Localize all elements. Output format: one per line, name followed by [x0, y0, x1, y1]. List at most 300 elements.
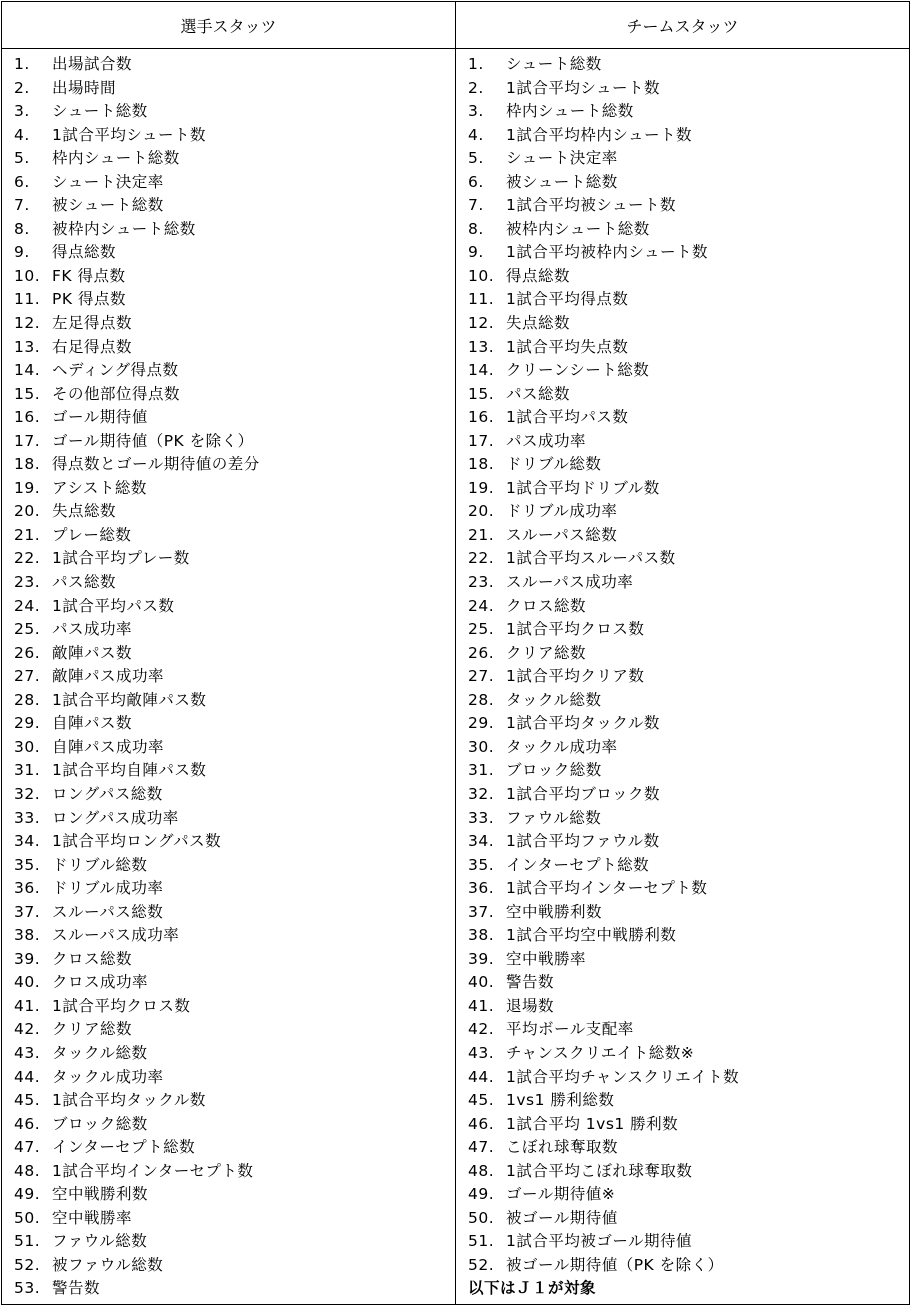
- item-label: 得点数とゴール期待値の差分: [52, 455, 260, 474]
- item-label: 被シュート総数: [52, 196, 164, 215]
- item-label: アシスト総数: [52, 478, 147, 497]
- team-stat-item: [456, 759, 909, 783]
- item-number: 50.: [468, 1208, 495, 1227]
- player-stat-item: [2, 830, 455, 854]
- player-stat-item: [2, 406, 455, 430]
- team-stat-item: [456, 736, 909, 760]
- item-number: 5.: [14, 149, 30, 168]
- item-number: 33.: [468, 808, 495, 827]
- item-number: 44.: [468, 1067, 495, 1086]
- item-label: 1試合平均パス数: [52, 596, 175, 615]
- team-stat-item: [456, 336, 909, 360]
- item-label: PK 得点数: [52, 290, 126, 309]
- item-label: ファウル総数: [506, 808, 602, 827]
- item-label: 1試合平均被枠内シュート数: [506, 243, 709, 262]
- item-label: 左足得点数: [52, 314, 133, 333]
- item-label: 退場数: [506, 996, 555, 1015]
- player-stat-item: [2, 477, 455, 501]
- item-label: 1試合平均空中戦勝利数: [506, 926, 677, 945]
- item-number: 10.: [14, 266, 41, 285]
- item-number: 10.: [468, 266, 495, 285]
- item-label: スルーパス成功率: [506, 573, 634, 592]
- item-label: 1試合平均自陣パス数: [52, 761, 207, 780]
- item-label: ドリブル総数: [506, 455, 602, 474]
- item-label: 被枠内シュート総数: [506, 219, 650, 238]
- team-stat-item: [456, 477, 909, 501]
- item-number: 27.: [14, 667, 41, 686]
- player-stat-item: [2, 877, 455, 901]
- item-number: 32.: [468, 784, 495, 803]
- item-label: 1試合平均 1vs1 勝利数: [506, 1114, 679, 1133]
- player-stat-item: [2, 1277, 455, 1301]
- team-stat-item: [456, 595, 909, 619]
- item-number: 36.: [14, 879, 41, 898]
- team-footnote: 以下はＪ１が対象: [468, 1279, 597, 1298]
- item-number: 38.: [468, 926, 495, 945]
- item-number: 52.: [14, 1255, 41, 1274]
- item-number: 25.: [468, 620, 495, 639]
- team-stat-item: [456, 265, 909, 289]
- item-number: 40.: [14, 973, 41, 992]
- item-number: 39.: [14, 949, 41, 968]
- item-label: ドリブル成功率: [52, 879, 164, 898]
- player-stat-item: [2, 53, 455, 77]
- item-number: 17.: [14, 431, 41, 450]
- item-number: 30.: [14, 737, 41, 756]
- item-number: 28.: [468, 690, 495, 709]
- item-label: こぼれ球奪取数: [506, 1138, 619, 1157]
- item-label: 1試合平均ドリブル数: [506, 478, 660, 497]
- item-label: ドリブル総数: [52, 855, 148, 874]
- item-number: 42.: [14, 1020, 41, 1039]
- item-label: 空中戦勝利数: [52, 1185, 149, 1204]
- team-stat-item: [456, 406, 909, 430]
- team-stat-item: [456, 312, 909, 336]
- player-stat-item: [2, 595, 455, 619]
- player-stat-item: [2, 500, 455, 524]
- item-number: 17.: [468, 431, 495, 450]
- item-label: パス成功率: [52, 620, 133, 639]
- item-label: その他部位得点数: [52, 384, 181, 403]
- item-number: 46.: [468, 1114, 495, 1133]
- item-number: 45.: [468, 1091, 495, 1110]
- item-number: 33.: [14, 808, 41, 827]
- item-label: ロングパス成功率: [52, 808, 179, 827]
- item-number: 5.: [468, 149, 484, 168]
- player-stat-item: [2, 618, 455, 642]
- item-label: ブロック総数: [506, 761, 602, 780]
- item-label: 1試合平均枠内シュート数: [506, 125, 693, 144]
- player-stat-item: [2, 524, 455, 548]
- item-number: 46.: [14, 1114, 41, 1133]
- item-label: パス総数: [52, 573, 117, 592]
- player-stat-item: [2, 383, 455, 407]
- item-label: ファウル総数: [52, 1232, 148, 1251]
- item-number: 21.: [14, 525, 41, 544]
- item-label: クリア総数: [52, 1020, 133, 1039]
- item-number: 53.: [14, 1279, 41, 1298]
- item-label: 空中戦勝率: [506, 949, 587, 968]
- item-label: スルーパス総数: [52, 902, 164, 921]
- item-number: 8.: [468, 219, 484, 238]
- item-label: 警告数: [52, 1279, 101, 1298]
- item-label: クロス総数: [506, 596, 587, 615]
- item-label: 被ゴール期待値: [506, 1208, 618, 1227]
- item-number: 39.: [468, 949, 495, 968]
- team-stat-item: [456, 854, 909, 878]
- item-label: 1試合平均シュート数: [52, 125, 207, 144]
- player-stat-item: [2, 665, 455, 689]
- player-stat-item: [2, 1113, 455, 1137]
- item-label: 敵陣パス数: [52, 643, 133, 662]
- item-number: 4.: [14, 125, 30, 144]
- item-number: 51.: [468, 1232, 495, 1251]
- team-stat-item: [456, 877, 909, 901]
- player-stats-list: [2, 49, 455, 1301]
- item-number: 7.: [468, 196, 484, 215]
- item-label: 自陣パス数: [52, 714, 133, 733]
- item-label: 1試合平均ロングパス数: [52, 832, 222, 851]
- team-stats-header: チームスタッツ: [456, 2, 910, 49]
- item-label: 得点総数: [506, 266, 571, 285]
- team-stat-item: [456, 995, 909, 1019]
- player-stat-item: [2, 1254, 455, 1278]
- item-label: 1試合平均タックル数: [506, 714, 660, 733]
- player-stats-column: [2, 49, 456, 1305]
- item-number: 41.: [14, 996, 41, 1015]
- body-row: [2, 49, 910, 1305]
- player-stat-item: [2, 1136, 455, 1160]
- player-stat-item: [2, 218, 455, 242]
- team-stat-item: [456, 1160, 909, 1184]
- item-label: クロス成功率: [52, 973, 149, 992]
- team-stat-item: [456, 100, 909, 124]
- item-label: クリーンシート総数: [506, 361, 650, 380]
- item-number: 38.: [14, 926, 41, 945]
- item-number: 47.: [14, 1138, 41, 1157]
- item-label: クロス総数: [52, 949, 133, 968]
- item-label: 被枠内シュート総数: [52, 219, 196, 238]
- item-number: 44.: [14, 1067, 41, 1086]
- item-label: 平均ボール支配率: [506, 1020, 634, 1039]
- item-label: タックル成功率: [52, 1067, 164, 1086]
- player-stat-item: [2, 854, 455, 878]
- item-number: 11.: [14, 290, 41, 309]
- item-label: ゴール期待値※: [506, 1185, 616, 1204]
- item-number: 50.: [14, 1208, 41, 1227]
- team-stat-item: [456, 689, 909, 713]
- item-number: 3.: [468, 102, 484, 121]
- player-stat-item: [2, 642, 455, 666]
- item-number: 14.: [468, 361, 495, 380]
- item-number: 18.: [14, 455, 41, 474]
- item-label: 失点総数: [506, 314, 571, 333]
- item-label: 1試合平均シュート数: [506, 78, 661, 97]
- item-label: 敵陣パス成功率: [52, 667, 165, 686]
- team-stat-item: [456, 453, 909, 477]
- team-stat-item: [456, 524, 909, 548]
- team-stat-item: [456, 1113, 909, 1137]
- team-stat-item: [456, 1136, 909, 1160]
- item-number: 35.: [468, 855, 495, 874]
- item-number: 32.: [14, 784, 41, 803]
- item-number: 13.: [468, 337, 495, 356]
- item-number: 4.: [468, 125, 484, 144]
- item-number: 8.: [14, 219, 30, 238]
- item-label: 1vs1 勝利総数: [506, 1091, 615, 1110]
- player-stat-item: [2, 194, 455, 218]
- item-label: スルーパス成功率: [52, 926, 180, 945]
- player-stat-item: [2, 430, 455, 454]
- item-label: インターセプト総数: [52, 1138, 196, 1157]
- item-label: 1試合平均得点数: [506, 290, 629, 309]
- item-label: スルーパス総数: [506, 525, 618, 544]
- item-label: チャンスクリエイト総数※: [506, 1043, 695, 1062]
- player-stat-item: [2, 336, 455, 360]
- item-number: 28.: [14, 690, 41, 709]
- item-label: 1試合平均インターセプト数: [52, 1161, 254, 1180]
- item-number: 6.: [14, 172, 30, 191]
- item-number: 49.: [468, 1185, 495, 1204]
- item-number: 1.: [14, 55, 30, 73]
- item-label: 1試合平均失点数: [506, 337, 629, 356]
- player-stat-item: [2, 924, 455, 948]
- item-number: 43.: [468, 1043, 495, 1062]
- item-number: 2.: [14, 78, 30, 97]
- item-number: 19.: [468, 478, 495, 497]
- item-number: 41.: [468, 996, 495, 1015]
- team-stat-item: [456, 948, 909, 972]
- team-stat-item: [456, 147, 909, 171]
- item-number: 14.: [14, 361, 41, 380]
- player-stat-item: [2, 736, 455, 760]
- player-stat-item: [2, 77, 455, 101]
- item-label: 出場時間: [52, 78, 117, 97]
- player-stat-item: [2, 1066, 455, 1090]
- item-number: 16.: [468, 408, 495, 427]
- item-label: 1試合平均タックル数: [52, 1091, 206, 1110]
- item-label: 空中戦勝利数: [506, 902, 603, 921]
- player-stat-item: [2, 1183, 455, 1207]
- team-stat-item: [456, 1018, 909, 1042]
- team-stat-item: [456, 1066, 909, 1090]
- item-number: 48.: [468, 1161, 495, 1180]
- player-stat-item: [2, 312, 455, 336]
- team-stat-item: [456, 618, 909, 642]
- item-label: FK 得点数: [52, 266, 126, 285]
- item-number: 43.: [14, 1043, 41, 1062]
- team-stat-item: [456, 194, 909, 218]
- team-stat-item: [456, 571, 909, 595]
- item-number: 31.: [14, 761, 41, 780]
- item-number: 31.: [468, 761, 495, 780]
- item-number: 18.: [468, 455, 495, 474]
- item-label: 警告数: [506, 973, 555, 992]
- item-label: 1試合平均こぼれ球奪取数: [506, 1161, 693, 1180]
- team-stat-item: [456, 971, 909, 995]
- header-row: [2, 2, 910, 49]
- item-label: 出場試合数: [52, 55, 133, 73]
- player-stat-item: [2, 783, 455, 807]
- item-label: ゴール期待値: [52, 408, 148, 427]
- item-number: 9.: [468, 243, 484, 262]
- player-stat-item: [2, 359, 455, 383]
- item-number: 15.: [468, 384, 495, 403]
- player-stat-item: [2, 1018, 455, 1042]
- item-number: 23.: [14, 573, 41, 592]
- team-stat-item: [456, 1230, 909, 1254]
- item-label: 枠内シュート総数: [52, 149, 180, 168]
- item-label: 被ファウル総数: [52, 1255, 164, 1274]
- item-number: 51.: [14, 1232, 41, 1251]
- stats-table: [1, 1, 910, 1305]
- player-stat-item: [2, 759, 455, 783]
- item-number: 47.: [468, 1138, 495, 1157]
- player-stat-item: [2, 1160, 455, 1184]
- player-stat-item: [2, 807, 455, 831]
- item-number: 7.: [14, 196, 30, 215]
- item-number: 13.: [14, 337, 41, 356]
- item-label: 得点総数: [52, 243, 117, 262]
- team-stat-item: [456, 1042, 909, 1066]
- item-label: 枠内シュート総数: [506, 102, 634, 121]
- item-number: 30.: [468, 737, 495, 756]
- item-number: 22.: [468, 549, 495, 568]
- team-stats-column: [456, 49, 910, 1305]
- item-label: 右足得点数: [52, 337, 133, 356]
- item-label: タックル成功率: [506, 737, 618, 756]
- team-stat-item: [456, 288, 909, 312]
- item-number: 24.: [468, 596, 495, 615]
- item-number: 49.: [14, 1185, 41, 1204]
- item-label: 1試合平均クロス数: [506, 620, 645, 639]
- item-label: インターセプト総数: [506, 855, 650, 874]
- item-number: 15.: [14, 384, 41, 403]
- team-stat-item: [456, 807, 909, 831]
- player-stat-item: [2, 1207, 455, 1231]
- team-stat-item: [456, 901, 909, 925]
- player-stat-item: [2, 547, 455, 571]
- team-stat-item: [456, 1089, 909, 1113]
- player-stat-item: [2, 124, 455, 148]
- item-label: ロングパス総数: [52, 784, 163, 803]
- player-stat-item: [2, 1230, 455, 1254]
- item-label: シュート決定率: [506, 149, 618, 168]
- item-label: 自陣パス成功率: [52, 737, 165, 756]
- item-label: 1試合平均インターセプト数: [506, 879, 708, 898]
- team-stat-item: [456, 830, 909, 854]
- player-stat-item: [2, 689, 455, 713]
- player-stat-item: [2, 948, 455, 972]
- item-number: 12.: [14, 314, 41, 333]
- item-number: 6.: [468, 172, 484, 191]
- item-label: シュート総数: [52, 102, 148, 121]
- player-stat-item: [2, 712, 455, 736]
- item-label: 被ゴール期待値（PK を除く）: [506, 1255, 724, 1274]
- item-number: 26.: [14, 643, 41, 662]
- item-label: タックル総数: [52, 1043, 148, 1062]
- team-stat-item: [456, 1183, 909, 1207]
- team-stat-item: [456, 241, 909, 265]
- item-number: 24.: [14, 596, 41, 615]
- player-stat-item: [2, 1089, 455, 1113]
- item-label: 1試合平均ブロック数: [506, 784, 661, 803]
- item-number: 29.: [14, 714, 41, 733]
- team-stats-list: [456, 49, 909, 1301]
- item-number: 27.: [468, 667, 495, 686]
- player-stat-item: [2, 995, 455, 1019]
- item-number: 22.: [14, 549, 41, 568]
- team-stat-item: [456, 430, 909, 454]
- player-stat-item: [2, 1042, 455, 1066]
- item-number: 9.: [14, 243, 30, 262]
- item-label: 1試合平均被シュート数: [506, 196, 677, 215]
- player-stat-item: [2, 453, 455, 477]
- item-label: ドリブル成功率: [506, 502, 618, 521]
- item-label: 1試合平均ファウル数: [506, 832, 660, 851]
- team-stat-item: [456, 712, 909, 736]
- item-label: シュート決定率: [52, 172, 164, 191]
- team-stat-item: [456, 171, 909, 195]
- item-label: ゴール期待値（PK を除く）: [52, 431, 254, 450]
- item-number: 48.: [14, 1161, 41, 1180]
- item-number: 52.: [468, 1255, 495, 1274]
- player-stats-header: 選手スタッツ: [2, 2, 456, 49]
- item-number: 3.: [14, 102, 30, 121]
- player-stat-item: [2, 171, 455, 195]
- item-label: ヘディング得点数: [52, 361, 179, 380]
- player-stat-item: [2, 288, 455, 312]
- item-number: 25.: [14, 620, 41, 639]
- item-label: 1試合平均パス数: [506, 408, 629, 427]
- item-label: 1試合平均プレー数: [52, 549, 190, 568]
- item-label: ブロック総数: [52, 1114, 148, 1133]
- item-label: タックル総数: [506, 690, 602, 709]
- team-stat-item: [456, 53, 909, 77]
- team-stat-item: [456, 642, 909, 666]
- item-number: 34.: [468, 832, 495, 851]
- item-number: 23.: [468, 573, 495, 592]
- player-stat-item: [2, 971, 455, 995]
- team-stat-item: [456, 1207, 909, 1231]
- team-stat-item: [456, 359, 909, 383]
- team-stat-item: [456, 665, 909, 689]
- item-label: 1試合平均クリア数: [506, 667, 645, 686]
- team-stat-item: [456, 77, 909, 101]
- item-label: 1試合平均敵陣パス数: [52, 690, 207, 709]
- item-number: 29.: [468, 714, 495, 733]
- item-label: 1試合平均クロス数: [52, 996, 191, 1015]
- team-stat-item: [456, 124, 909, 148]
- team-stat-item: [456, 500, 909, 524]
- item-number: 35.: [14, 855, 41, 874]
- item-label: 被シュート総数: [506, 172, 618, 191]
- item-number: 34.: [14, 832, 41, 851]
- item-label: クリア総数: [506, 643, 587, 662]
- item-label: プレー総数: [52, 525, 132, 544]
- item-number: 19.: [14, 478, 41, 497]
- team-stat-item: [456, 783, 909, 807]
- item-number: 36.: [468, 879, 495, 898]
- player-stat-item: [2, 147, 455, 171]
- item-number: 40.: [468, 973, 495, 992]
- item-number: 20.: [468, 502, 495, 521]
- item-number: 2.: [468, 78, 484, 97]
- item-number: 20.: [14, 502, 41, 521]
- team-stat-item: [456, 924, 909, 948]
- item-number: 37.: [468, 902, 495, 921]
- team-stat-item: [456, 547, 909, 571]
